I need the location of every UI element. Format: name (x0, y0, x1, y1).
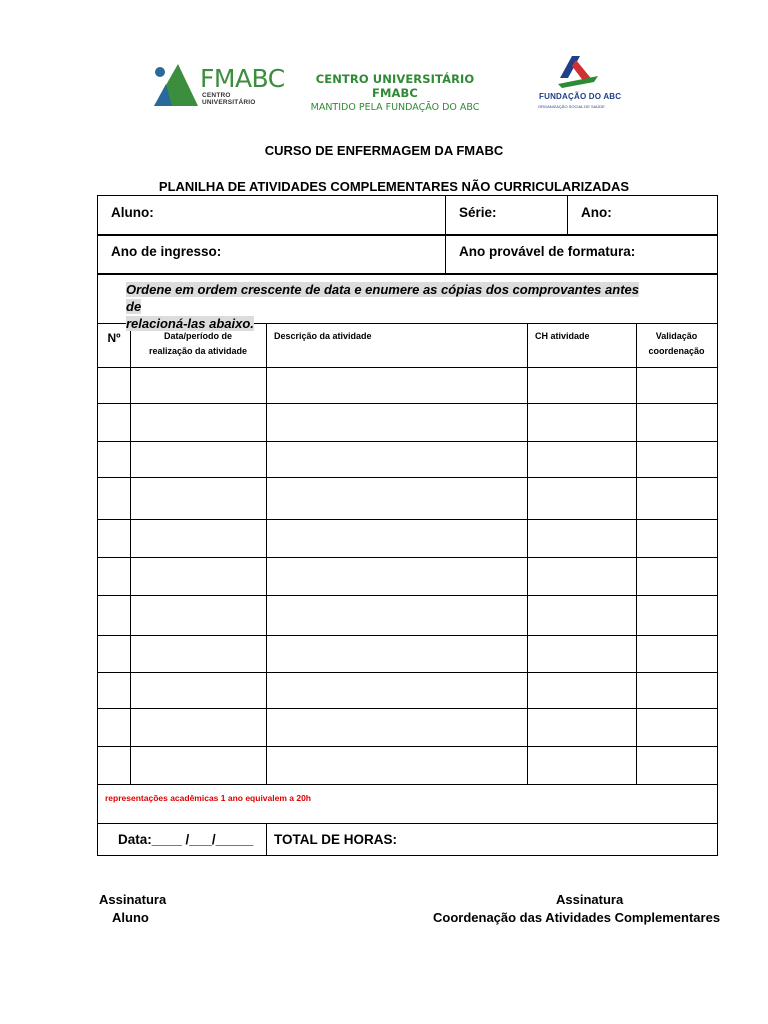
centro-line2: MANTIDO PELA FUNDAÇÃO DO ABC (310, 102, 480, 113)
fundacao-logo-subtext: ORGANIZAÇÃO SOCIAL DE SAÚDE (538, 104, 605, 109)
divider (98, 441, 717, 442)
divider (98, 477, 717, 478)
fundacao-logo (532, 52, 622, 112)
instructions (126, 281, 646, 332)
fmabc-triangle-icon (150, 62, 200, 108)
divider (98, 746, 717, 747)
sheet-title: PLANILHA DE ATIVIDADES COMPLEMENTARES NÃO CURRICULARIZADAS (158, 179, 630, 194)
student-signature-role: Aluno (112, 910, 149, 925)
fundacao-emblem-icon (554, 52, 600, 92)
divider (98, 367, 717, 368)
student-signature-label: Assinatura (99, 892, 167, 907)
column-header-validation-line2: coordenação (648, 346, 705, 356)
column-header-date (130, 329, 266, 359)
divider (266, 323, 267, 784)
column-header-validation-line1: Validação (655, 331, 698, 341)
activity-form (97, 195, 718, 856)
serie-field[interactable]: Série: (459, 205, 497, 220)
column-header-ch: CH atividade (535, 331, 590, 341)
divider (98, 234, 717, 236)
column-header-description: Descrição da atividade (274, 331, 372, 341)
divider (98, 595, 717, 596)
column-header-validation (636, 329, 717, 359)
date-field[interactable]: Data:____ /___/_____ (118, 832, 254, 847)
divider (98, 823, 717, 824)
divider (98, 557, 717, 558)
coordination-signature-label: Assinatura (556, 892, 624, 907)
divider (567, 196, 568, 235)
instruction-line1: Ordene em ordem crescente de data e enumere as cópias dos comprovantes antes de (126, 282, 639, 314)
divider (98, 672, 717, 673)
divider (445, 235, 446, 274)
centro-universitario-heading (300, 72, 490, 113)
divider (98, 635, 717, 636)
divider (98, 708, 717, 709)
divider (98, 403, 717, 404)
instruction-line2: relacioná-las abaixo. (126, 316, 254, 331)
fmabc-logo (150, 62, 285, 108)
aluno-field[interactable]: Aluno: (111, 205, 154, 220)
divider (98, 784, 717, 785)
divider (527, 323, 528, 784)
ano-ingresso-field[interactable]: Ano de ingresso: (111, 244, 222, 259)
fundacao-logo-text: FUNDAÇÃO DO ABC (539, 92, 622, 101)
ano-field[interactable]: Ano: (581, 205, 612, 220)
coordination-signature-role: Coordenação das Atividades Complementares (433, 910, 721, 925)
divider (98, 273, 717, 275)
divider (445, 196, 446, 235)
divider (98, 519, 717, 520)
divider (130, 323, 131, 784)
divider (636, 323, 637, 784)
centro-line1: CENTRO UNIVERSITÁRIO FMABC (315, 72, 475, 100)
divider (266, 823, 267, 856)
column-header-date-line1: Data/período de (163, 331, 232, 341)
course-title: CURSO DE ENFERMAGEM DA FMABC (264, 143, 504, 158)
note-text: representações acadêmicas 1 ano equivalem a 20h (105, 793, 312, 803)
ano-formatura-field[interactable]: Ano provável de formatura: (459, 244, 636, 259)
total-hours-field[interactable]: TOTAL DE HORAS: (274, 832, 398, 847)
fmabc-logo-subtext: CENTRO UNIVERSITÁRIO (202, 92, 256, 106)
fmabc-logo-text: FMABC (200, 64, 285, 93)
column-header-number: Nº (107, 331, 121, 345)
column-header-date-line2: realização da atividade (148, 346, 248, 356)
